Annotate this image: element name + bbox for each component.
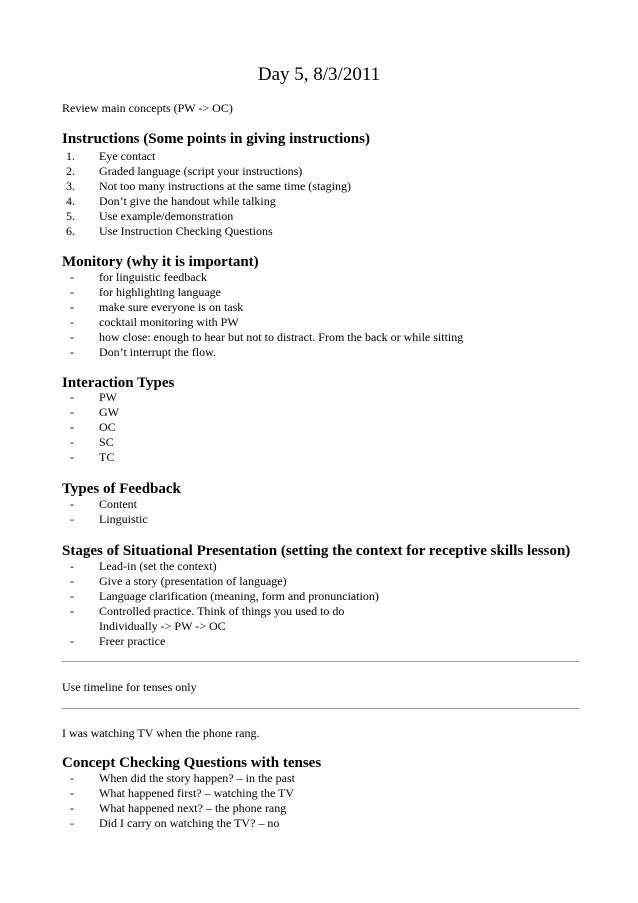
instructions-heading: Instructions (Some points in giving instructions) bbox=[62, 131, 370, 147]
document-page: Day 5, 8/3/2011 Review main concepts (PW -> OC) Instructions (Some points in giving instructions) 1. Eye contact 2. Graded language (script your instructions) 3. Not too many instructions at the same time (staging) 4. Don’t give the handout while talking 5. Use example/demonstration 6. Use Instruction Checking Questions Monitory (why it is important) - for linguistic feedback - for highlighting language - make sure everyone is on task - cocktail monitoring with PW - how close: enough to hear but not to distract. From the back or while sitting - Don’t interrupt the flow. Interaction Types - PW - GW - OC - SC - TC Types of Feedback - Content - Linguistic Stages of Situational Presentation (setting the context for receptive skills lesson) - Lead-in (set the context) - Give a story (presentation of language) - Language clarification (meaning, form and pronunciation) - Controlled practice. Think of things you used to do Individually -> PW -> OC - Freer practice Use timeline for tenses only I was watching TV when the phone rang. Concept Checking Questions with tenses - When did the story happen? – in the past - What happened first? – watching the TV - What happened next? – the phone rang - Did I carry on watching the TV? – no bbox=[0, 0, 638, 903]
monitory-heading: Monitory (why it is important) bbox=[62, 254, 259, 270]
horizontal-rule bbox=[62, 708, 579, 709]
page-title: Day 5, 8/3/2011 bbox=[257, 64, 381, 85]
interaction-types-heading: Interaction Types bbox=[62, 375, 175, 391]
ccq-heading: Concept Checking Questions with tenses bbox=[62, 755, 322, 771]
stages-heading: Stages of Situational Presentation (setting the context for receptive skills lesson) bbox=[62, 543, 571, 559]
horizontal-rule bbox=[62, 661, 579, 662]
feedback-types-heading: Types of Feedback bbox=[62, 481, 181, 497]
review-line: Review main concepts (PW -> OC) bbox=[62, 101, 233, 115]
timeline-note: Use timeline for tenses only bbox=[62, 680, 197, 694]
example-sentence: I was watching TV when the phone rang. bbox=[62, 726, 260, 740]
